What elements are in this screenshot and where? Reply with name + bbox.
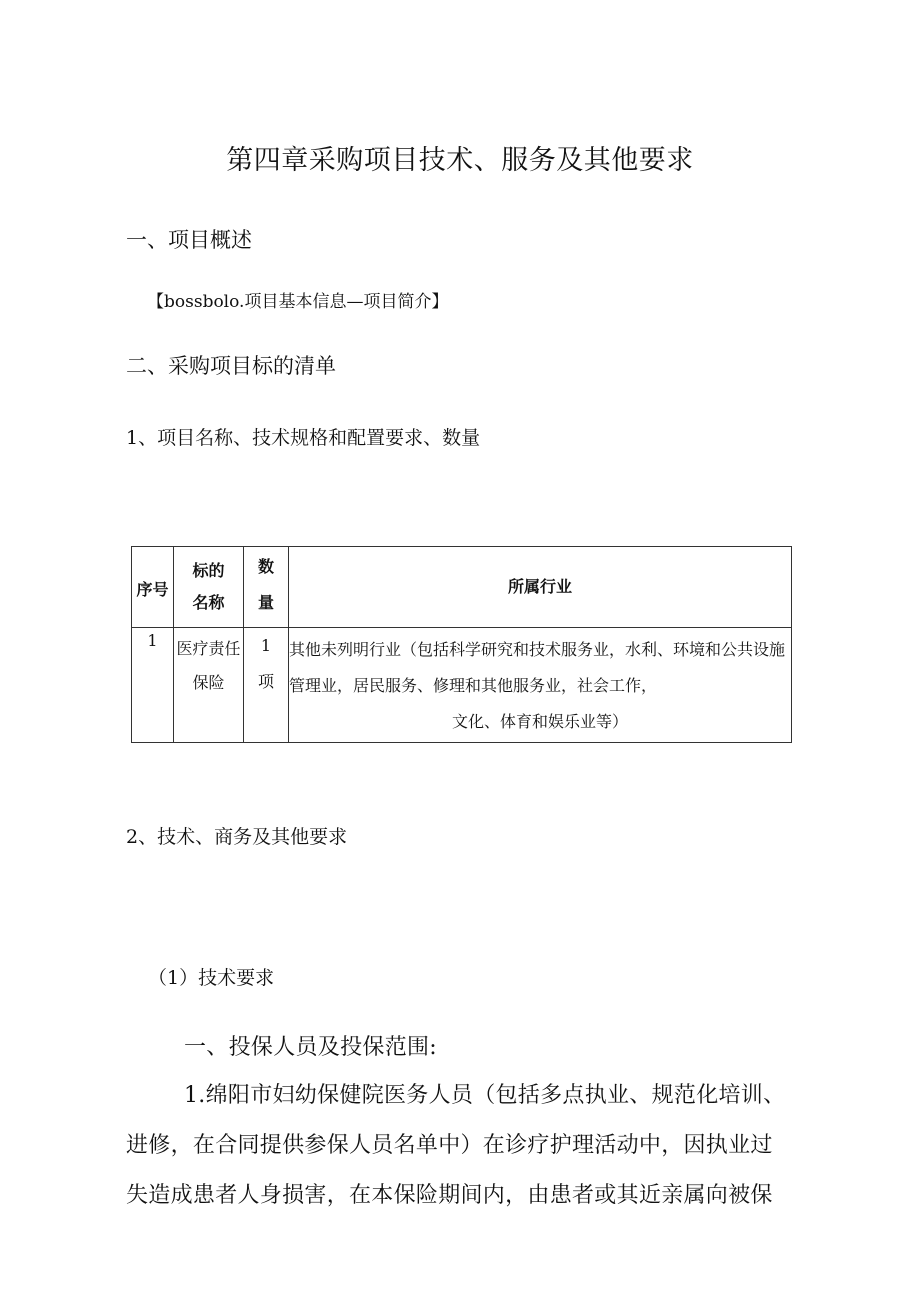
cell-industry-main: 其他未列明行业（包括科学研究和技术服务业，水利、环境和公共设施管理业，居民服务、修理和其他服务业，社会工作， xyxy=(289,640,786,695)
col-header-industry: 所属行业 xyxy=(289,547,792,628)
cell-qty-text: 1项 xyxy=(257,636,274,691)
cell-qty xyxy=(244,628,289,743)
overview-reference: 【bossbolo.项目基本信息—项目简介】 xyxy=(147,292,449,312)
paragraph-line-2: 进修，在合同提供参保人员名单中）在诊疗护理活动中，因执业过 xyxy=(126,1133,773,1158)
cell-name xyxy=(174,628,244,743)
col-header-name xyxy=(174,547,244,628)
requirements-subheading: 2、技术、商务及其他要求 xyxy=(126,826,348,848)
section-item-list-heading: 二、采购项目标的清单 xyxy=(126,354,336,378)
tech-requirements-heading: （1）技术要求 xyxy=(148,967,275,989)
col-header-qty-text: 数量 xyxy=(257,557,274,612)
procurement-items-table xyxy=(131,546,792,743)
item-spec-subheading: 1、项目名称、技术规格和配置要求、数量 xyxy=(126,427,481,449)
paragraph-line-3: 失造成患者人身损害，在本保险期间内，由患者或其近亲属向被保 xyxy=(126,1183,773,1208)
cell-industry-tail: 文化、体育和娱乐业等） xyxy=(451,712,628,731)
section-overview-heading: 一、项目概述 xyxy=(126,228,252,252)
col-header-qty xyxy=(244,547,289,628)
col-header-name-text: 标的名称 xyxy=(192,561,225,612)
col-header-seq: 序号 xyxy=(132,547,174,628)
insured-scope-heading: 一、投保人员及投保范围: xyxy=(184,1035,438,1060)
table-header-row xyxy=(132,547,792,628)
table-row xyxy=(132,628,792,743)
cell-name-text: 医疗责任保险 xyxy=(176,639,241,692)
paragraph-line-1: 1.绵阳市妇幼保健院医务人员（包括多点执业、规范化培训、 xyxy=(184,1083,786,1108)
cell-seq: 1 xyxy=(132,628,174,743)
cell-industry xyxy=(289,628,792,743)
chapter-title: 第四章采购项目技术、服务及其他要求 xyxy=(226,145,694,176)
